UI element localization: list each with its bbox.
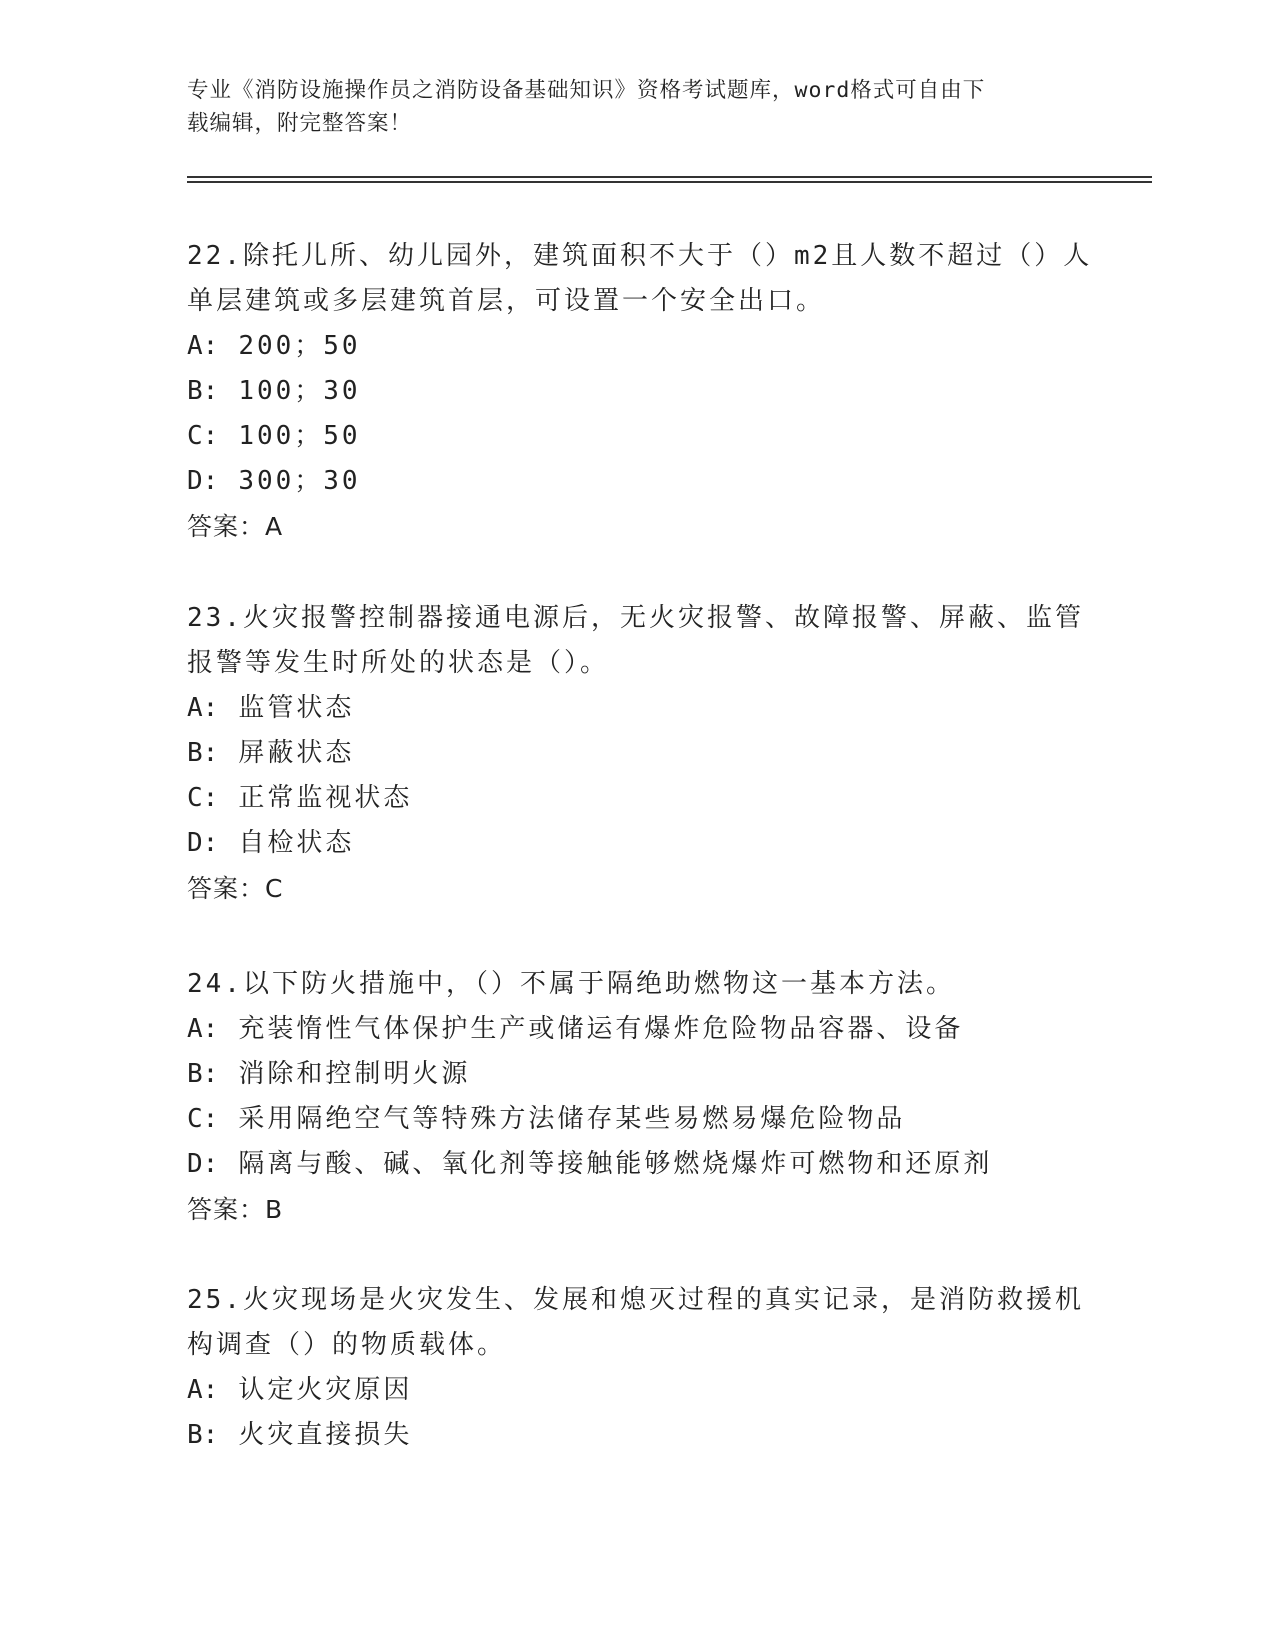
- question-stem-line: 23.火灾报警控制器接通电源后，无火灾报警、故障报警、屏蔽、监管: [187, 603, 1084, 633]
- answer-line: 答案：C: [187, 874, 284, 903]
- option-c: [187, 414, 1087, 459]
- question-stem-line: 报警等发生时所处的状态是（）。: [187, 648, 610, 678]
- option-text: 100；30: [238, 376, 361, 406]
- header-divider-top: [187, 176, 1152, 178]
- option-text: 火灾直接损失: [238, 1420, 413, 1450]
- document-header: [187, 74, 1067, 140]
- answer-line: 答案：B: [187, 1195, 284, 1224]
- question-stem: [187, 962, 1087, 1007]
- option-b: [187, 1052, 1087, 1097]
- option-text: 屏蔽状态: [238, 738, 355, 768]
- question-stem: [187, 596, 1087, 686]
- option-a: [187, 686, 1087, 731]
- option-key: D:: [187, 1149, 219, 1179]
- option-b: [187, 731, 1087, 776]
- option-key: A:: [187, 1375, 219, 1405]
- option-text: 100；50: [238, 421, 361, 451]
- question-stem-line: 25.火灾现场是火灾发生、发展和熄灭过程的真实记录，是消防救援机: [187, 1285, 1084, 1315]
- option-text: 认定火灾原因: [238, 1375, 413, 1405]
- option-key: B:: [187, 1420, 219, 1450]
- question-24: [187, 962, 1087, 1232]
- header-divider-bottom: [187, 181, 1152, 183]
- header-line-1: 专业《消防设施操作员之消防设备基础知识》资格考试题库，word格式可自由下: [187, 78, 986, 103]
- question-25: [187, 1278, 1087, 1458]
- header-line-2: 载编辑，附完整答案！: [187, 111, 413, 136]
- option-d: [187, 821, 1087, 866]
- question-stem-line: 单层建筑或多层建筑首层，可设置一个安全出口。: [187, 286, 826, 316]
- option-b: [187, 369, 1087, 414]
- option-b: [187, 1413, 1087, 1458]
- option-key: C:: [187, 1104, 219, 1134]
- option-d: [187, 459, 1087, 504]
- option-text: 自检状态: [238, 828, 355, 858]
- option-c: [187, 776, 1087, 821]
- option-text: 消除和控制明火源: [238, 1059, 471, 1089]
- option-text: 正常监视状态: [238, 783, 413, 813]
- option-key: C:: [187, 783, 219, 813]
- question-22: [187, 234, 1093, 549]
- option-key: A:: [187, 1014, 219, 1044]
- option-key: C:: [187, 421, 219, 451]
- question-23: [187, 596, 1087, 911]
- option-a: [187, 1007, 1087, 1052]
- question-stem-line: 24.以下防火措施中，（）不属于隔绝助燃物这一基本方法。: [187, 969, 955, 999]
- option-c: [187, 1097, 1087, 1142]
- question-stem: [187, 1278, 1087, 1368]
- option-a: [187, 1368, 1087, 1413]
- answer-line: 答案：A: [187, 512, 284, 541]
- option-key: D:: [187, 828, 219, 858]
- option-text: 充装惰性气体保护生产或储运有爆炸危险物品容器、设备: [238, 1014, 964, 1044]
- option-key: B:: [187, 1059, 219, 1089]
- option-key: B:: [187, 376, 219, 406]
- option-key: A:: [187, 693, 219, 723]
- option-key: D:: [187, 466, 219, 496]
- option-text: 监管状态: [238, 693, 355, 723]
- option-key: B:: [187, 738, 219, 768]
- option-key: A:: [187, 331, 219, 361]
- question-stem-line: 构调查（）的物质载体。: [187, 1330, 507, 1360]
- option-text: 采用隔绝空气等特殊方法储存某些易燃易爆危险物品: [238, 1104, 906, 1134]
- option-text: 200；50: [238, 331, 361, 361]
- question-stem: [187, 234, 1093, 324]
- option-text: 300；30: [238, 466, 361, 496]
- option-d: [187, 1142, 1087, 1187]
- option-text: 隔离与酸、碱、氧化剂等接触能够燃烧爆炸可燃物和还原剂: [238, 1149, 993, 1179]
- option-a: [187, 324, 1087, 369]
- question-stem-line: 22.除托儿所、幼儿园外，建筑面积不大于（）m2且人数不超过（）人: [187, 241, 1093, 271]
